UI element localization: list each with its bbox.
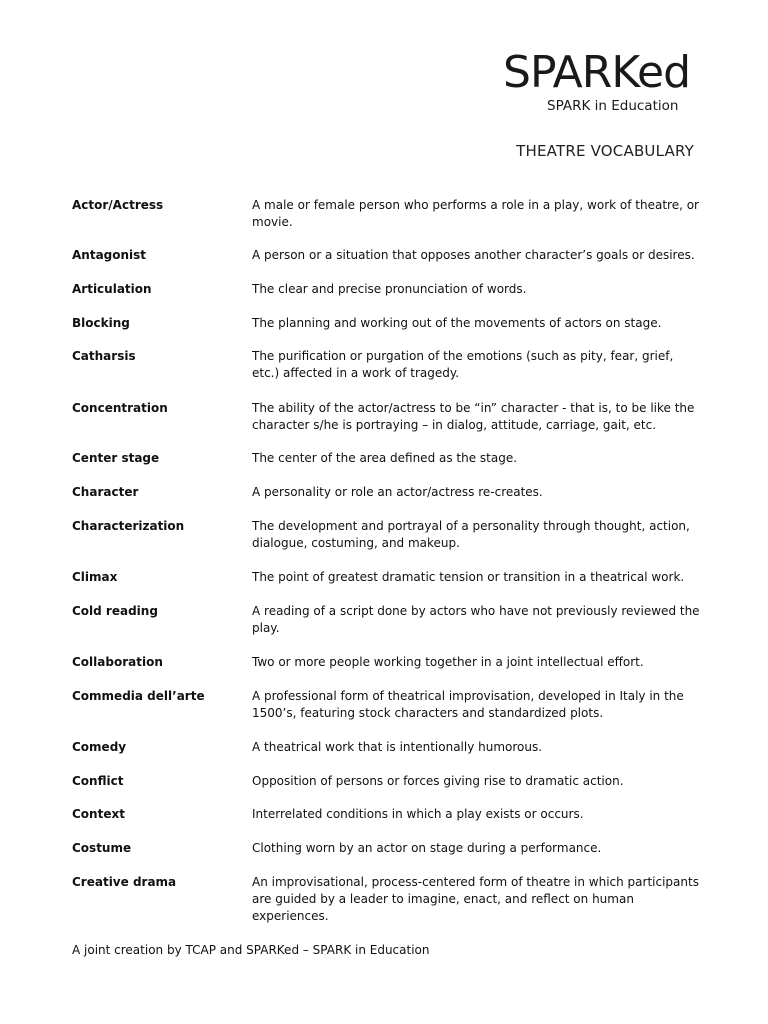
vocab-definition: The center of the area defined as the stage. (252, 451, 518, 465)
vocab-term: Creative drama (72, 875, 177, 889)
vocab-row (72, 197, 702, 247)
vocab-term: Characterization (72, 519, 185, 533)
vocab-definition: Interrelated conditions in which a play exists or occurs. (252, 807, 584, 821)
vocab-row (72, 773, 702, 806)
vocab-term: Articulation (72, 282, 152, 296)
vocab-definition: The development and portrayal of a personality through thought, action, dialogue, costuming, and makeup. (252, 519, 690, 550)
vocab-definition: The planning and working out of the movements of actors on stage. (252, 316, 662, 330)
vocab-term: Context (72, 807, 125, 821)
vocab-term: Costume (72, 841, 132, 855)
vocab-term: Cold reading (72, 604, 158, 618)
vocab-row (72, 315, 702, 348)
vocab-row (72, 603, 702, 654)
vocab-definition: A male or female person who performs a role in a play, work of theatre, or movie. (252, 198, 699, 229)
vocab-definition: Two or more people working together in a joint intellectual effort. (252, 655, 644, 669)
logo-wordmark: SPARKed (503, 47, 690, 98)
vocab-term: Catharsis (72, 349, 136, 363)
page-title: THEATRE VOCABULARY (516, 142, 694, 160)
footer-credit: A joint creation by TCAP and SPARKed – SPARK in Education (72, 943, 430, 957)
vocab-term: Center stage (72, 451, 160, 465)
vocab-row (72, 739, 702, 773)
vocab-row (72, 654, 702, 688)
vocab-row (72, 484, 702, 518)
vocab-row (72, 400, 702, 450)
vocab-term: Antagonist (72, 248, 147, 262)
vocab-term: Comedy (72, 740, 127, 754)
vocab-term: Character (72, 485, 139, 499)
vocab-definition: The point of greatest dramatic tension or transition in a theatrical work. (252, 570, 685, 584)
vocab-row (72, 518, 702, 569)
logo-tagline: SPARK in Education (547, 98, 679, 114)
vocab-row (72, 247, 702, 281)
vocab-row (72, 806, 702, 840)
vocab-row (72, 450, 702, 484)
vocab-definition: A personality or role an actor/actress re-creates. (252, 485, 543, 499)
vocab-term: Concentration (72, 401, 168, 415)
vocab-definition: A reading of a script done by actors who have not previously reviewed the play. (252, 604, 700, 635)
vocab-definition: A professional form of theatrical improvisation, developed in Italy in the 1500’s, featuring stock characters and standardized plots. (252, 689, 684, 720)
vocab-row (72, 874, 702, 924)
vocab-definition: An improvisational, process-centered form of theatre in which participants are guided by a leader to imagine, enact, and reflect on human experiences. (252, 875, 699, 923)
vocab-term: Blocking (72, 316, 130, 330)
vocab-row (72, 569, 702, 603)
vocab-definition: Clothing worn by an actor on stage during a performance. (252, 841, 602, 855)
vocab-row (72, 688, 702, 739)
vocab-term: Conflict (72, 774, 124, 788)
vocab-term: Actor/Actress (72, 198, 164, 212)
vocab-definition: The purification or purgation of the emotions (such as pity, fear, grief, etc.) affected in a work of tragedy. (252, 349, 674, 380)
vocab-term: Climax (72, 570, 118, 584)
vocab-term: Collaboration (72, 655, 163, 669)
vocab-term: Commedia dell’arte (72, 689, 205, 703)
vocab-definition: The ability of the actor/actress to be “in” character - that is, to be like the character s/he is portraying – in dialog, attitude, carriage, gait, etc. (252, 401, 695, 432)
vocabulary-list (72, 197, 702, 924)
vocab-definition: The clear and precise pronunciation of words. (252, 282, 527, 296)
vocab-row (72, 348, 702, 400)
vocab-definition: A theatrical work that is intentionally humorous. (252, 740, 543, 754)
vocab-row (72, 281, 702, 315)
vocab-definition: Opposition of persons or forces giving rise to dramatic action. (252, 774, 624, 788)
vocab-row (72, 840, 702, 874)
vocab-definition: A person or a situation that opposes another character’s goals or desires. (252, 248, 695, 262)
sparked-logo (503, 47, 690, 114)
